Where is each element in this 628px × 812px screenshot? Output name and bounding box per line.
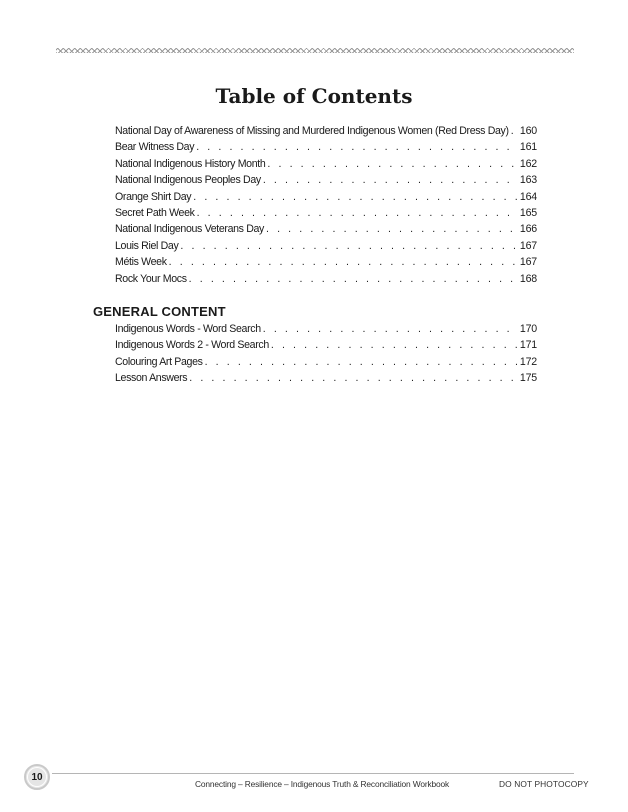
page-title: Table of Contents xyxy=(215,84,413,108)
dot-leader xyxy=(193,189,518,205)
section-heading-general-content: GENERAL CONTENT xyxy=(93,304,226,319)
dot-leader xyxy=(263,321,518,337)
toc-entry-label: Indigenous Words 2 - Word Search xyxy=(115,339,269,352)
toc-entry[interactable] xyxy=(115,205,537,221)
page-number-badge xyxy=(24,764,50,790)
general-content-list xyxy=(115,321,537,387)
toc-entry-page: 168 xyxy=(519,272,537,285)
dot-leader xyxy=(196,139,518,155)
toc-entry-label: Colouring Art Pages xyxy=(115,355,203,368)
footer-rule xyxy=(52,773,574,774)
toc-entry-page: 160 xyxy=(519,125,537,137)
toc-entry-label: Louis Riel Day xyxy=(115,239,179,252)
toc-entry-label: Lesson Answers xyxy=(115,372,188,385)
toc-entry[interactable] xyxy=(115,139,537,155)
toc-entry-page: 171 xyxy=(519,339,537,352)
toc-entry-label: Orange Shirt Day xyxy=(115,190,192,203)
toc-entry-page: 163 xyxy=(519,174,537,187)
toc-entry[interactable] xyxy=(115,254,537,270)
dot-leader xyxy=(205,354,518,370)
dot-leader xyxy=(169,254,518,270)
toc-entry-label: National Indigenous Veterans Day xyxy=(115,223,264,236)
toc-entry[interactable] xyxy=(115,156,537,172)
toc-entry-page: 172 xyxy=(519,355,537,368)
toc-entry-label: National Indigenous History Month xyxy=(115,157,266,170)
toc-entry-page: 162 xyxy=(519,157,537,170)
toc-entry-page: 167 xyxy=(519,256,537,269)
toc-entry-label: Indigenous Words - Word Search xyxy=(115,323,261,335)
decorative-top-border xyxy=(56,48,574,53)
toc-entry-label: National Indigenous Peoples Day xyxy=(115,174,261,187)
toc-entry-page: 164 xyxy=(519,190,537,203)
dot-leader xyxy=(511,123,518,139)
toc-entry[interactable] xyxy=(115,337,537,353)
toc-entry-label: Métis Week xyxy=(115,256,167,269)
toc-entry[interactable] xyxy=(115,221,537,237)
toc-entry[interactable] xyxy=(115,189,537,205)
dot-leader xyxy=(197,205,518,221)
dot-leader xyxy=(189,370,518,386)
toc-entry-page: 175 xyxy=(519,372,537,385)
dot-leader xyxy=(189,271,518,287)
dot-leader xyxy=(180,238,518,254)
toc-entry[interactable] xyxy=(115,370,537,386)
footer-book-title: Connecting – Resilience – Indigenous Truth & Reconciliation Workbook xyxy=(195,779,450,789)
toc-entry-label: Rock Your Mocs xyxy=(115,272,187,285)
dot-leader xyxy=(267,156,518,172)
toc-entry-page: 170 xyxy=(519,323,537,335)
toc-entry[interactable] xyxy=(115,354,537,370)
toc-entry[interactable] xyxy=(115,321,537,337)
toc-entry-page: 161 xyxy=(519,141,537,154)
toc-entry-page: 165 xyxy=(519,206,537,219)
toc-entry-label: National Day of Awareness of Missing and Murdered Indigenous Women (Red Dress Day) xyxy=(115,125,509,137)
toc-entry-page: 166 xyxy=(519,223,537,236)
toc-list xyxy=(115,123,537,287)
page-number: 10 xyxy=(28,768,46,786)
footer-notice: DO NOT PHOTOCOPY xyxy=(499,779,589,789)
toc-entry-label: Secret Path Week xyxy=(115,206,195,219)
toc-entry-page: 167 xyxy=(519,239,537,252)
toc-entry[interactable] xyxy=(115,271,537,287)
dot-leader xyxy=(263,172,518,188)
toc-entry[interactable] xyxy=(115,238,537,254)
dot-leader xyxy=(271,337,518,353)
toc-entry[interactable] xyxy=(115,172,537,188)
toc-entry-label: Bear Witness Day xyxy=(115,141,195,154)
dot-leader xyxy=(266,221,518,237)
toc-entry[interactable] xyxy=(115,123,537,139)
